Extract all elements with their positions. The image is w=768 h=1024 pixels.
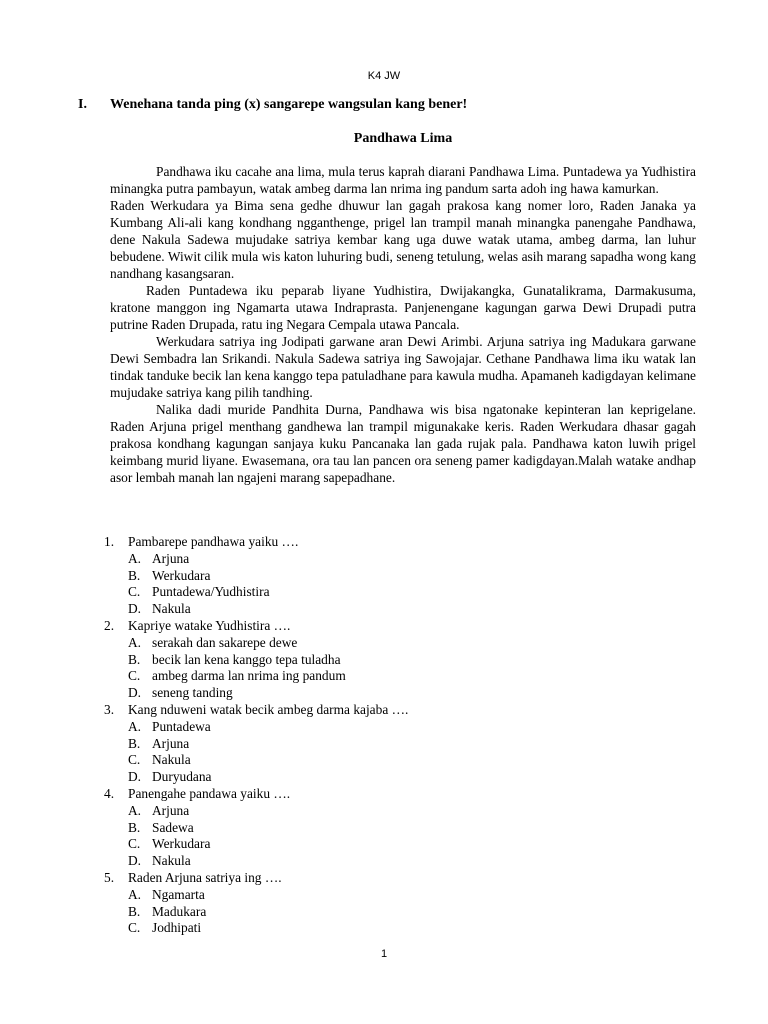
option-letter: B.: [128, 567, 141, 583]
option-letter: D.: [128, 685, 142, 701]
option-text: Werkudara: [152, 567, 211, 583]
answer-option[interactable]: [104, 769, 694, 786]
question-list: [104, 534, 694, 937]
question-number: 1.: [104, 534, 115, 549]
option-text: ambeg darma lan nrima ing pandum: [152, 668, 346, 684]
answer-option[interactable]: [104, 601, 694, 618]
instruction-text: Wenehana tanda ping (x) sangarepe wangsulan kang bener!: [110, 97, 468, 112]
option-letter: A.: [128, 802, 142, 818]
answer-option[interactable]: [104, 836, 694, 853]
answer-option[interactable]: [104, 820, 694, 837]
option-letter: C.: [128, 668, 141, 684]
option-text: Ngamarta: [152, 886, 205, 902]
option-text: Arjuna: [152, 550, 190, 566]
option-text: Nakula: [152, 752, 191, 768]
option-text: Werkudara: [152, 836, 211, 852]
reading-passage: [110, 163, 696, 486]
answer-option[interactable]: [104, 920, 694, 937]
option-letter: C.: [128, 752, 141, 768]
instruction-number: I.: [78, 97, 87, 112]
question-item: [104, 534, 694, 551]
answer-option[interactable]: [104, 853, 694, 870]
option-text: Nakula: [152, 601, 191, 617]
option-letter: A.: [128, 886, 142, 902]
option-letter: B.: [128, 651, 141, 667]
question-text: Kang nduweni watak becik ambeg darma kajaba ….: [128, 701, 409, 717]
question-number: 4.: [104, 785, 115, 801]
option-text: Duryudana: [152, 769, 212, 785]
option-text: Puntadewa/Yudhistira: [152, 584, 270, 600]
answer-option[interactable]: [104, 551, 694, 568]
option-text: serakah dan sakarepe dewe: [152, 634, 298, 650]
option-letter: D.: [128, 601, 142, 617]
question-number: 2.: [104, 617, 115, 633]
passage-paragraph: Werkudara satriya ing Jodipati garwane aran Dewi Arimbi. Arjuna satriya ing Madukara garwane Dewi Sembadra lan Srikandi. Nakula Sadewa satriya ing Sawojajar. Cethane Pandhawa lima iku watak lan tindak tanduke becik lan kena kanggo tepa patuladhane para kawula mudha. Apamaneh kadigdayan kelimane mujudake satriya kang pilih tandhing.: [110, 334, 696, 400]
answer-option[interactable]: [104, 635, 694, 652]
option-letter: C.: [128, 920, 141, 936]
option-letter: D.: [128, 853, 142, 869]
passage-title: Pandhawa Lima: [353, 131, 453, 146]
option-text: Sadewa: [152, 819, 194, 835]
answer-option[interactable]: [104, 803, 694, 820]
answer-option[interactable]: [104, 719, 694, 736]
option-text: seneng tanding: [152, 685, 233, 701]
option-letter: A.: [128, 550, 142, 566]
question-item: [104, 786, 694, 803]
option-text: becik lan kena kanggo tepa tuladha: [152, 651, 341, 667]
question-number: 3.: [104, 701, 115, 717]
instruction: [78, 97, 698, 113]
option-text: Arjuna: [152, 802, 190, 818]
question-text: Kapriye watake Yudhistira ….: [128, 617, 291, 633]
option-text: Nakula: [152, 853, 191, 869]
option-text: Jodhipati: [152, 920, 202, 936]
option-letter: B.: [128, 903, 141, 919]
question-number: 5.: [104, 869, 115, 885]
passage-paragraph: Pandhawa iku cacahe ana lima, mula terus kaprah diarani Pandhawa Lima. Puntadewa ya Yudhistira minangka putra pambayun, watak ambeg darma lan nrima ing pandum sarta adoh ing hawa kamurkan.: [110, 164, 696, 196]
option-text: Arjuna: [152, 735, 190, 751]
option-letter: C.: [128, 836, 141, 852]
option-text: Madukara: [152, 903, 207, 919]
answer-option[interactable]: [104, 652, 694, 669]
page-header-code: K4 JW: [367, 70, 401, 82]
option-letter: A.: [128, 718, 142, 734]
question-item: [104, 702, 694, 719]
question-item: [104, 618, 694, 635]
question-text: Pambarepe pandhawa yaiku ….: [128, 534, 299, 549]
answer-option[interactable]: [104, 568, 694, 585]
option-letter: A.: [128, 634, 142, 650]
question-text: Panengahe pandawa yaiku ….: [128, 785, 291, 801]
answer-option[interactable]: [104, 904, 694, 921]
option-letter: B.: [128, 735, 141, 751]
question-item: [104, 870, 694, 887]
option-letter: B.: [128, 819, 141, 835]
answer-option[interactable]: [104, 668, 694, 685]
passage-paragraph: Nalika dadi muride Pandhita Durna, Pandhawa wis bisa ngatonake kepinteran lan keprigelane. Raden Arjuna prigel menthang gandhewa lan trampil migunakake keris. Raden Werkudara dhasar gagah prakosa kondhang kagungan sanjaya kuku Pancanaka lan gada rujak pala. Pandhawa katon luwih prigel keimbang murid liyane. Ewasemana, ora tau lan pancen ora seneng pamer kadigdayan.Malah watake andhap asor lembah manah lan ngajeni marang sapepadhane.: [110, 402, 696, 485]
answer-option[interactable]: [104, 685, 694, 702]
passage-paragraph: Raden Puntadewa iku peparab liyane Yudhistira, Dwijakangka, Gunatalikrama, Darmakusuma, kratone manggon ing Ngamarta utawa Indraprasta. Panjenengane kagungan garwa Dewi Drupadi putra putrine Raden Drupada, ratu ing Negara Cempala utawa Pancala.: [110, 283, 696, 332]
option-letter: C.: [128, 584, 141, 600]
question-text: Raden Arjuna satriya ing ….: [128, 869, 282, 885]
answer-option[interactable]: [104, 584, 694, 601]
page-number: 1: [380, 948, 388, 960]
answer-option[interactable]: [104, 887, 694, 904]
passage-paragraph: Raden Werkudara ya Bima sena gedhe dhuwur lan gagah prakosa kang nomer loro, Raden Janaka ya Kumbang Ali-ali kang kondhang ngganthenge, prigel lan trampil manah minangka panengahe Pandhawa, dene Nakula Sadewa mujudake satriya kembar kang uga duwe watak utama, ambeg darma, lan luhur bebudene. Wiwit cilik mula wis katon luhuring budi, seneng tetulung, welas asih marang sapadha wong kang nandhang kasangsaran.: [110, 198, 696, 281]
option-letter: D.: [128, 769, 142, 785]
answer-option[interactable]: [104, 752, 694, 769]
answer-option[interactable]: [104, 736, 694, 753]
option-text: Puntadewa: [152, 718, 211, 734]
